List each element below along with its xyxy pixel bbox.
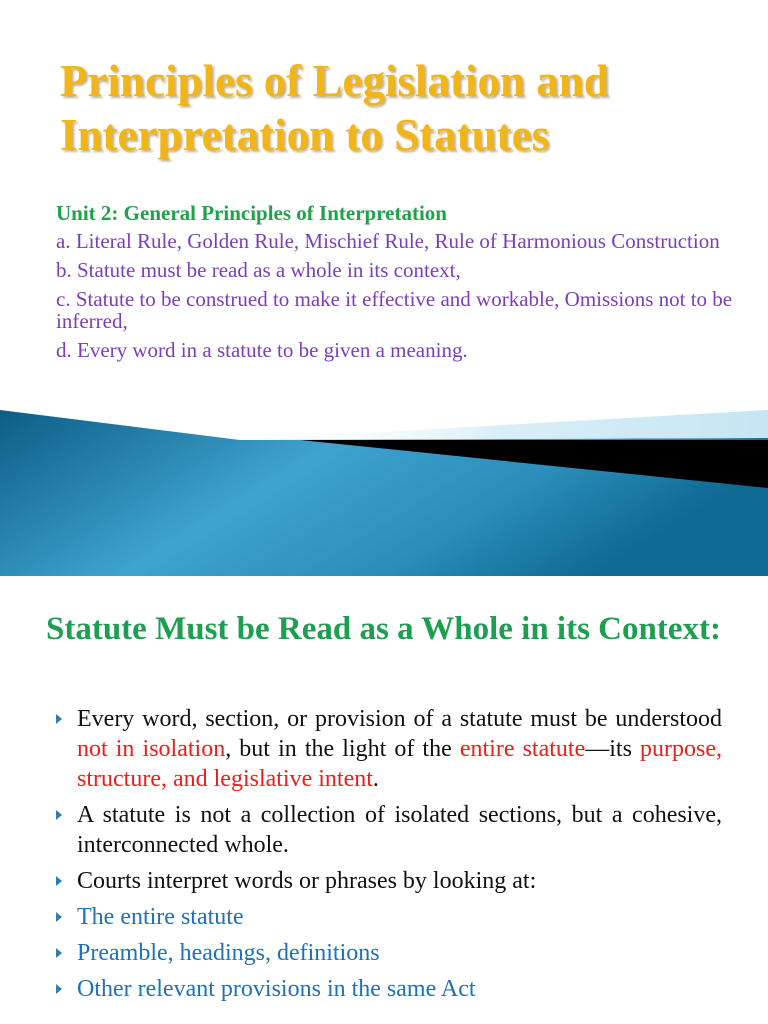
bullet-arrow-icon <box>56 948 62 958</box>
slide-2 <box>0 576 768 1024</box>
bullet-arrow-icon <box>56 876 62 886</box>
banner-light-stripe <box>240 410 768 440</box>
sub-bullet-item <box>56 938 722 968</box>
section-heading: Statute Must be Read as a Whole in its Context: <box>46 611 721 647</box>
topic-item: a. Literal Rule, Golden Rule, Mischief Rule, Rule of Harmonious Construction <box>56 229 720 253</box>
bullet-arrow-icon <box>56 912 62 922</box>
bullet-arrow-icon <box>56 714 62 724</box>
bullet-item <box>56 800 722 860</box>
bullet-text: Every word, section, or provision of a statute must be understood <box>77 706 722 732</box>
slide-title <box>60 54 609 162</box>
topic-item: b. Statute must be read as a whole in its context, <box>56 258 461 282</box>
bullet-text: —its <box>585 736 641 762</box>
decorative-banner <box>0 410 768 576</box>
bullet-text: Courts interpret words or phrases by looking at: <box>77 868 537 894</box>
sub-bullet-text: Preamble, headings, definitions <box>77 940 380 966</box>
sub-bullet-text: Other relevant provisions in the same Act <box>77 976 476 1002</box>
bullet-text: . <box>372 766 379 792</box>
slide-title-line-2: Interpretation to Statutes <box>60 110 550 160</box>
bullet-item <box>56 704 722 794</box>
unit-heading: Unit 2: General Principles of Interpretation <box>56 201 447 225</box>
topic-item: d. Every word in a statute to be given a meaning. <box>56 338 468 362</box>
highlight-text: not in isolation <box>77 736 226 762</box>
bullet-list <box>56 704 722 1010</box>
sub-bullet-text: The entire statute <box>77 904 244 930</box>
sub-bullet-item <box>56 902 722 932</box>
sub-bullet-item <box>56 974 722 1004</box>
bullet-arrow-icon <box>56 984 62 994</box>
bullet-text: A statute is not a collection of isolated sections, but a cohesive, interconnected whole. <box>77 802 722 858</box>
bullet-item <box>56 866 722 896</box>
topics-list <box>56 230 746 368</box>
bullet-text: , but in the light of the <box>225 736 460 762</box>
slide-title-line-1: Principles of Legislation and <box>60 56 609 106</box>
highlight-text: entire statute <box>459 736 586 762</box>
highlight-text: purpose, structure, and legislative intent <box>77 736 723 792</box>
bullet-arrow-icon <box>56 810 62 820</box>
topic-item: c. Statute to be construed to make it effective and workable, Omissions not to be inferred, <box>56 287 733 333</box>
